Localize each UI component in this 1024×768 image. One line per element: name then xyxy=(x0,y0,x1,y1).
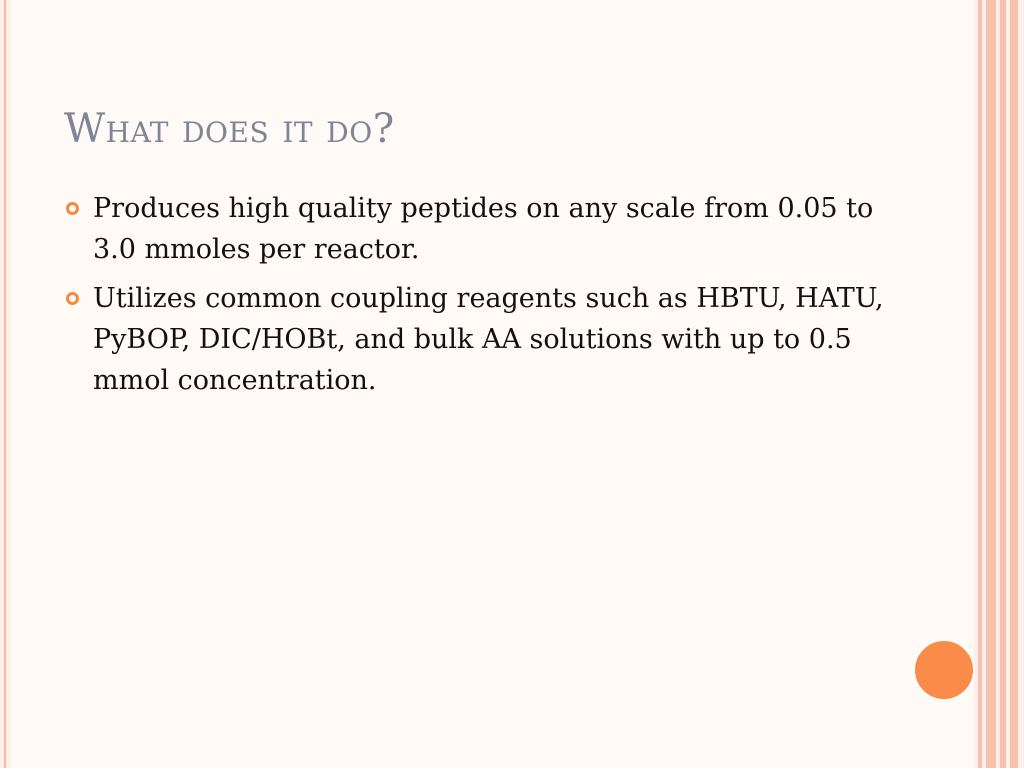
right-edge-stripe xyxy=(1000,0,1006,768)
bullet-list xyxy=(64,188,884,409)
bullet-text: Produces high quality peptides on any scale from 0.05 to 3.0 mmoles per reactor. xyxy=(93,193,874,265)
bullet-item xyxy=(64,278,884,401)
bullet-item xyxy=(64,188,884,270)
right-edge-stripe xyxy=(1010,0,1018,768)
bullet-circle-icon xyxy=(66,292,79,305)
accent-circle-icon xyxy=(913,639,975,701)
bullet-text: Utilizes common coupling reagents such as HBTU, HATU, PyBOP, DIC/HOBt, and bulk AA solutions with up to 0.5 mmol concentration. xyxy=(93,283,884,396)
left-edge-stripe xyxy=(4,0,6,768)
right-edge-stripe xyxy=(978,0,982,768)
right-edge-stripe xyxy=(986,0,996,768)
slide-title: What does it do? xyxy=(64,106,395,152)
bullet-circle-icon xyxy=(66,202,79,215)
